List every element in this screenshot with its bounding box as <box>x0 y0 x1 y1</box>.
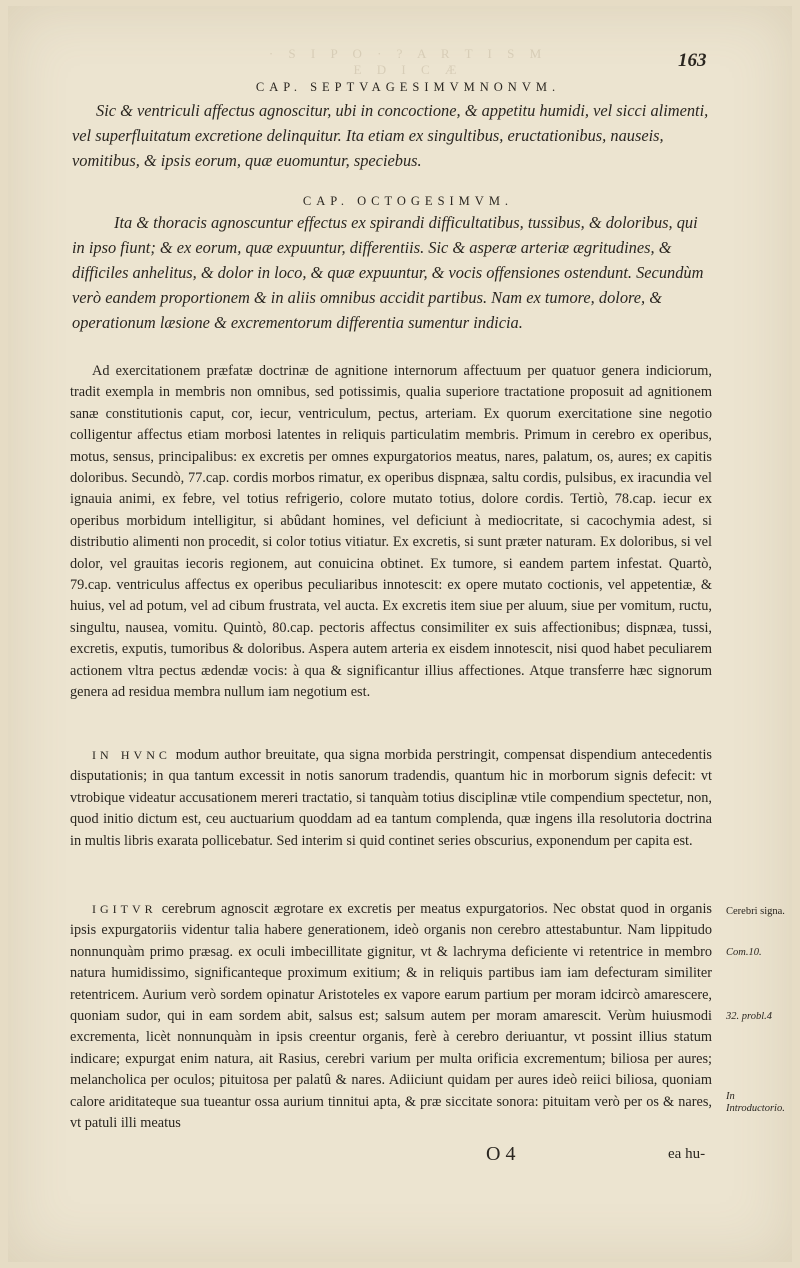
commentary-paragraph-3 <box>70 899 712 1134</box>
margin-note-introductorio: In Introductorio. <box>726 1091 785 1114</box>
catchword: ea hu- <box>668 1146 706 1162</box>
margin-note-probl: 32. probl.4 <box>726 1011 772 1022</box>
book-page <box>8 6 792 1262</box>
paragraph-2-text: modum author breuitate, qua signa morbida perstringit, compensat dispendium antecedentis disputationis; in qua tantum excessit in notis sanorum tradendis, quantum hic in morborum signis defecit: vt vtrobique videatur accusationem mereri tractatio, si tanquàm totius disciplinæ vtile compendium spectetur, non, quod initio dictum est, ceu auctuarium quoddam ad ea tantum complenda, quæ ingens illa resolutoria doctrina in multis libris exarata pollicebatur. Sed interim si quid continet series obscurius, exponendum per capita est. <box>70 747 713 849</box>
signature-mark: O 4 <box>486 1143 516 1165</box>
running-head-showthrough: · S I P O · ? A R T I S M E D I C Æ <box>268 46 548 77</box>
chapter-79-summary: Sic & ventriculi affectus agnoscitur, ubi in concoctione, & appetitu humidi, vel sicci alimenti, vel superfluitatum excretione delinquitur. Ita etiam ex singultibus, eructationibus, nauseis, vomitibus, & ipsis eorum, quæ euomuntur, speciebus. <box>72 101 709 170</box>
paragraph-3-text: cerebrum agnoscit ægrotare ex excretis per meatus expurgatorios. Nec obstat quod in organis ipsis expurgatoriis videntur talia habere generationem, ideò organis non cerebro attestabuntur. Nam lippitudo nonnunquàm primo præsag. ex oculi imbecillitate gignitur, vt & lachryma deficiente vi retentrice in membro natura humidissimo, significanteque proximum exitium; & in reliquis partibus iam iam defecturam similiter retentricem. Aurium verò sordem opinatur Aristoteles ex vapore earum partium per moram idcircò amarescere, quoniam sudor, qui in eam sordem abit, salsus est; salsum autem per moram amarescit. Verùm huiusmodi excrementa, licèt nonnunquàm in ipsis creentur organis, ferè à cerebro deriuantur, vt possint illius statum indicare; expurgat enim natura, ait Rasius, cerebri varium per multa orificia excrementum; biliosa per aures; melancholica per oculos; pituitosa per palatû & nares. Adiiciunt quidam per aures ideò reiici biliosa, quoniam calore ariditateque sua tueantur ossa aurium tinnitui apta, & præ siccitate sonora: pituitam verò per os & nares, vt patuli illi meatus <box>70 901 712 1132</box>
commentary-paragraph-2 <box>70 745 712 852</box>
commentary-paragraph-1: Ad exercitationem præfatæ doctrinæ de agnitione internorum affectuum per quatuor genera indiciorum, tradit exempla in membris non omnibus, sed potissimis, qualia superiore tractatione proposuit ad agnitionem sanæ constitutionis caput, cor, iecur, ventriculum, pectus, arteriam. Ex quorum exercitatione sine negotio colligentur affectus etiam morbosi latentes in reliquis particulatim membris. Primum in cerebro ex operibus, motus, sensus, principalibus: ex excretis per omnes expurgatorios meatus, nares, palatum, os, aures; ex capitis doloribus. Secundò, 77.cap. cordis morbos rimatur, ex operibus dispnæa, saltu cordis, pulsibus, ex iracundia vel ignauia animi, ex febre, vel totius refrigerio, colore mutato totius, dolore cordis. Tertiò, 78.cap. iecur ex operibus morbidum intelligitur, si abûdant homines, vel deficiunt à mediocritate, si cacochymia adest, si distributio alimenti non procedit, si color totius vitiatur. Ex excretis, si sunt præter naturam. Ex doloribus, si vel dolor, vel grauitas iecoris regionem, aut conuicina obtinet. Ex tumore, si eandem partem infestat. Quartò, 79.cap. ventriculus affectus ex operibus peculiaribus innotescit: ex opere mutato coctionis, vel appetentiæ, & huius, vel ad potum, vel ad cibum frustrata, vel aucta. Ex excretis item siue per aluum, siue per vomitum, ructu, singultu, nausea, vomitu. Quintò, 80.cap. pectoris affectus consimiliter ex suis affectionibus; dispnæa, tussi, excretis, exputis, tumoribus & doloribus. Aspera autem arteria ex eisdem innotescit, nisi quod habet peculiarem actionem vltra pectus ædendæ vocis: à qua & significantur illius affectiones. Atque transferre hæc signorum genera ad residua membra nullum iam negotium est. <box>70 363 712 701</box>
chapter-80-summary: Ita & thoracis agnoscuntur effectus ex spirandi difficultatibus, tussibus, & doloribus, qui in ipso fiunt; & ex eorum, quæ expuuntur, differentiis. Sic & asperæ arteriæ ægritudines, & difficiles anhelitus, & dolor in loco, & quæ expuuntur, & vocis offensiones ostendunt. Secundùm verò eandem proportionem & in aliis omnibus accidit partibus. Nam ex tumore, dolore, & operationum læsione & excrementorum differentia sumentur indicia. <box>72 213 704 332</box>
chapter-79-heading: CAP. SEPTVAGESIMVMNONVM. <box>255 80 561 94</box>
paragraph-opening-smallcaps: IGITVR <box>92 902 157 916</box>
margin-note-cerebri-signa: Cerebri signa. <box>726 906 785 917</box>
page-number: 163 <box>678 50 707 71</box>
chapter-80-heading: CAP. OCTOGESIMVM. <box>302 194 514 208</box>
paragraph-opening-smallcaps: IN HVNC <box>92 748 171 762</box>
margin-note-com-10: Com.10. <box>726 947 762 958</box>
